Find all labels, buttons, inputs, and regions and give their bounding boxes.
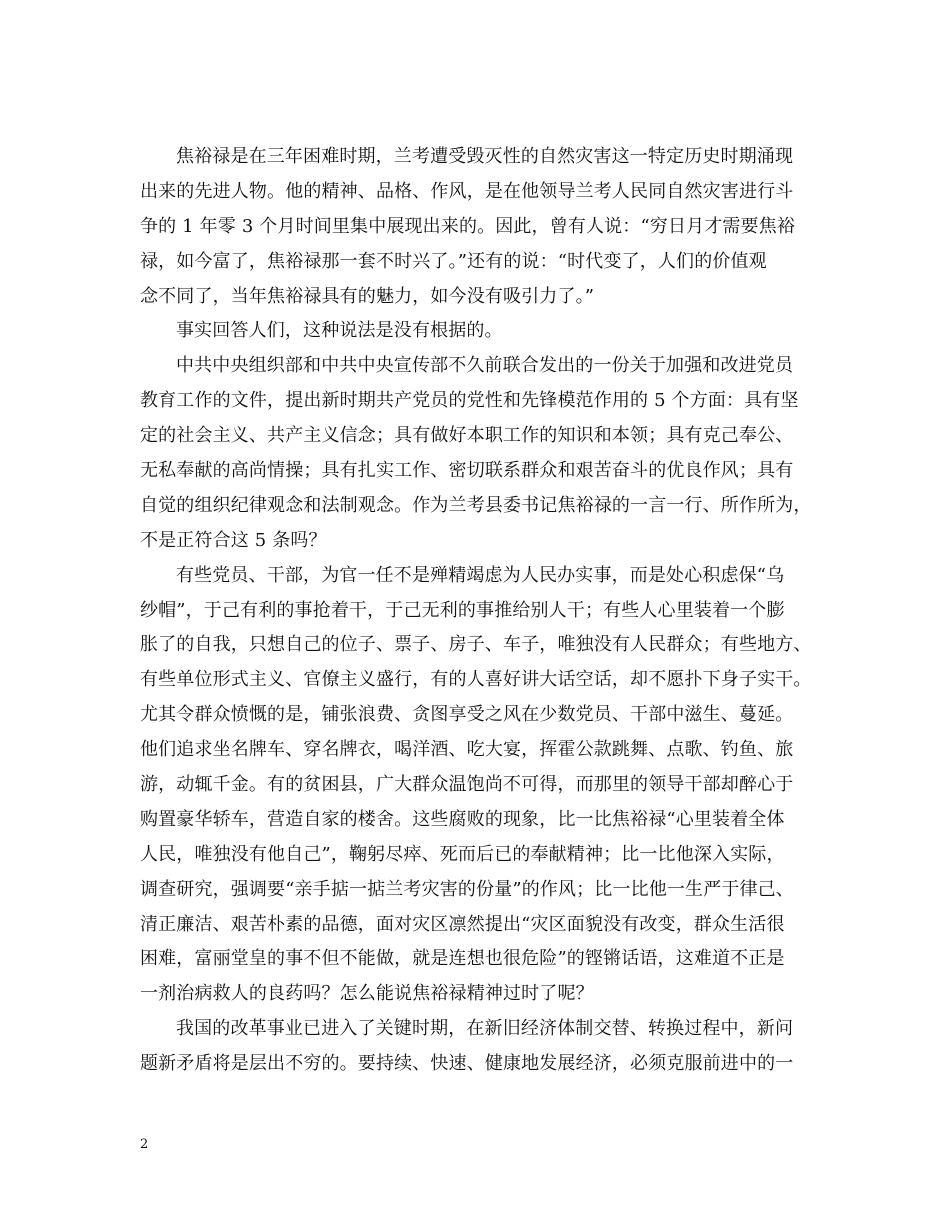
text-line: 有些单位形式主义、官僚主义盛行，有的人喜好讲大话空话，却不愿扑下身子实干。 bbox=[140, 669, 812, 691]
text-line: 游，动辄千金。有的贫困县，广大群众温饱尚不可得，而那里的领导干部却醉心于 bbox=[140, 774, 794, 796]
text-line: 人民，唯独没有他自己”，鞠躬尽瘁、死而后已的奉献精神；比一比他深入实际， bbox=[140, 843, 785, 865]
text-line: 他们追求坐名牌车、穿名牌衣，喝洋酒、吃大宴，挥霍公款跳舞、点歌、钓鱼、旅 bbox=[140, 739, 794, 761]
text-line: 无私奉献的高尚情操；具有扎实工作、密切联系群众和艰苦奋斗的优良作风；具有 bbox=[140, 460, 794, 482]
text-line: 纱帽”，于己有利的事抢着干，于己无利的事推给别人干；有些人心里装着一个膨 bbox=[140, 599, 785, 621]
text-line: 定的社会主义、共产主义信念；具有做好本职工作的知识和本领；具有克己奉公、 bbox=[140, 425, 794, 447]
text-line: 焦裕禄是在三年困难时期，兰考遭受毁灭性的自然灾害这一特定历史时期涌现 bbox=[176, 146, 794, 167]
text-line: 题新矛盾将是层出不穷的。要持续、快速、健康地发展经济，必须克服前进中的一 bbox=[140, 1053, 794, 1075]
text-line: 有些党员、干部，为官一任不是殚精竭虑为人民办实事，而是处心积虑保“乌 bbox=[176, 564, 785, 586]
text-line: 尤其令群众愤慨的是，铺张浪费、贪图享受之风在少数党员、干部中滋生、蔓延。 bbox=[140, 704, 794, 726]
text-line: 一剂治病救人的良药吗？怎么能说焦裕禄精神过时了呢？ bbox=[140, 983, 594, 1005]
page-number: 2 bbox=[140, 1137, 149, 1152]
text-line: 事实回答人们，这种说法是没有根据的。 bbox=[176, 320, 503, 342]
text-line: 困难，富丽堂皇的事不但不能做，就是连想也很危险”的铿锵话语，这难道不正是 bbox=[140, 948, 785, 970]
text-line: 念不同了，当年焦裕禄具有的魅力，如今没有吸引力了。” bbox=[140, 285, 595, 307]
text-line: 禄，如今富了，焦裕禄那一套不时兴了。”还有的说：“时代变了，人们的价值观 bbox=[140, 250, 767, 272]
text-line: 不是正符合这 5 条吗？ bbox=[140, 529, 327, 551]
text-line: 胀了的自我，只想自己的位子、票子、房子、车子，唯独没有人民群众；有些地方、 bbox=[140, 634, 812, 656]
text-line: 我国的改革事业已进入了关键时期，在新旧经济体制交替、转换过程中，新问 bbox=[176, 1018, 794, 1040]
text-line: 出来的先进人物。他的精神、品格、作风，是在他领导兰考人民同自然灾害进行斗 bbox=[140, 180, 794, 202]
text-line: 中共中央组织部和中共中央宣传部不久前联合发出的一份关于加强和改进党员 bbox=[176, 355, 794, 377]
body-text bbox=[140, 140, 820, 1082]
text-line: 调查研究，强调要“亲手掂一掂兰考灾害的份量”的作风；比一比他一生严于律己、 bbox=[140, 878, 794, 900]
text-line: 自觉的组织纪律观念和法制观念。作为兰考县委书记焦裕禄的一言一行、所作所为， bbox=[140, 494, 812, 516]
text-line: 教育工作的文件，提出新时期共产党员的党性和先锋模范作用的 5 个方面：具有坚 bbox=[140, 390, 799, 412]
text-line: 争的 1 年零 3 个月时间里集中展现出来的。因此，曾有人说：“穷日月才需要焦裕 bbox=[140, 215, 795, 237]
text-line: 清正廉洁、艰苦朴素的品德，面对灾区凛然提出“灾区面貌没有改变，群众生活很 bbox=[140, 913, 785, 935]
text-line: 购置豪华轿车，营造自家的楼舍。这些腐败的现象，比一比焦裕禄“心里装着全体 bbox=[140, 808, 785, 830]
